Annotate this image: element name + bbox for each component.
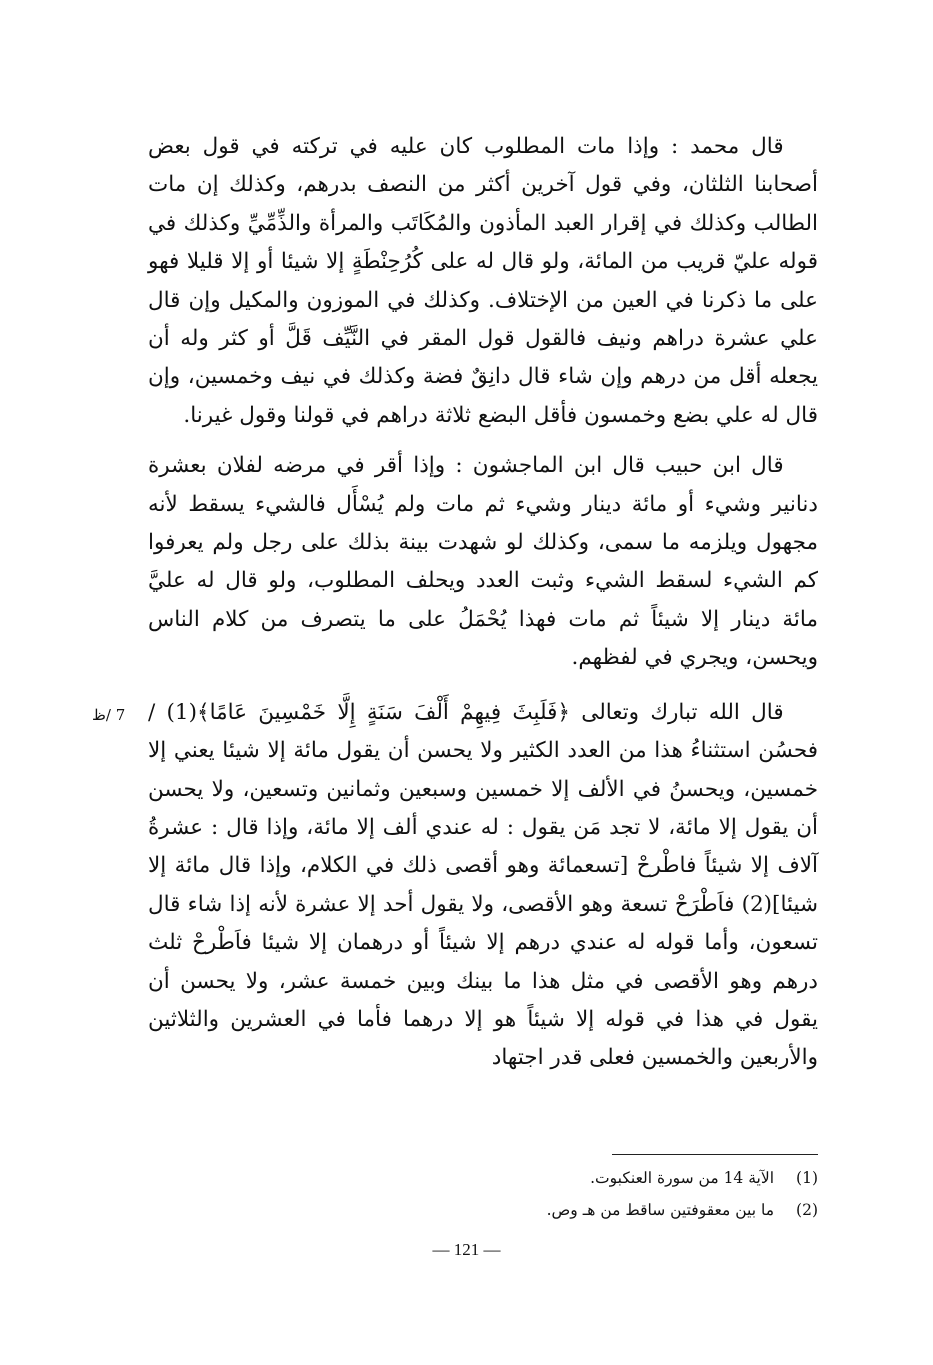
paragraph-3: قال الله تبارك وتعالى ﴿فَلَبِثَ فِيهِمْ أَلْفَ سَنَةٍ إِلَّا خَمْسِينَ عَامًا﴾(1) / فحسُن استثناءُ هذا من العدد الكثير ولا يحسن أن يقول مائة إلا شيئا يعني إلا خمسين، ويحسنُ في الألف إلا خمسين وسبعين وثمانين وتسعين، ولا يحسن أن يقول إلا مائة، لا تجد مَن يقول : له عندي ألف إلا مائة، وإذا قال : عشرةُ آلاف إلا شيئاً فاطْرحْ [تسعمائة وهو أقصى ذلك في الكلام، وإذا قال مائة إلا شيئا](2) فاَطْرَحْ تسعة وهو الأقصى، ولا يقول أحد إلا عشرة لأنه إذا شاء قال تسعون، وأما قوله له عندي درهم إلا شيئاً أو درهمان إلا شيئا فاَطْرحْ ثلث درهم وهو الأقصى في مثل هذا ما بينك وبين خمسة عشر، ولا يحسن أن يقول في هذا في قوله إلا شيئاً هو إلا درهما فأما في العشرين والثلاثين والأربعين والخمسين فعلى قدر اجتهاد <box>148 699 818 1071</box>
manuscript-folio-marker: 7 /ظ <box>92 706 126 724</box>
footnote-separator <box>612 1154 818 1155</box>
paragraph-2: قال ابن حبيب قال ابن الماجشون : وإذا أقر في مرضه لفلان بعشرة دنانير وشيء أو مائة دينار وشيء ثم مات ولم يُسْأَل فالشيء يسقط لأنه مجهول ويلزمه ما سمى، وكذلك لو شهدت بينة بذلك على رجل ولم يعرفوا كم الشيء لسقط الشيء وثبت العدد ويحلف المطلوب، ولو قال له عليَّ مائة دينار إلا شيئاً ثم مات فهذا يُحْمَلُ على ما يتصرف من كلام الناس ويحسن، ويجري في لفظهم. <box>148 453 818 671</box>
paragraph-1: قال محمد : وإذا مات المطلوب كان عليه في تركته في قول بعض أصحابنا الثلثان، وفي قول آخرين أكثر من النصف بدرهم، وكذلك إن مات الطالب وكذلك في إقرار العبد المأذون والمُكَاتَب والمرأة والذِّمِّيِّ وكذلك في قوله عليّ قريب من المائة، ولو قال له على كُرُحِنْطَةٍ إلا شيئا أو إلا قليلا فهو على ما ذكرنا في العين من الإختلاف. وكذلك في الموزون والمكيل وإن قال علي عشرة دراهم ونيف فالقول قول المقر في النَّيِّف قَلَّ أو كثر وله أن يجعله أقل من درهم وإن شاء قال دانِقٌ فضة وكذلك في نيف وخمسين، وإن قال له علي بضع وخمسون فأقل البضع ثلاثة دراهم في قولنا وقول غيرنا. <box>148 134 818 428</box>
footnotes <box>298 1162 818 1226</box>
footnote-number: (1) <box>796 1169 818 1187</box>
footnote-text: الآية 14 من سورة العنكبوت. <box>590 1169 774 1187</box>
footnote-text: ما بين معقوفتين ساقط من هـ وص. <box>546 1201 774 1219</box>
page-number: — 121 — <box>432 1240 501 1259</box>
main-text <box>148 128 818 1078</box>
footnote-2 <box>298 1194 818 1226</box>
footnote-1 <box>298 1162 818 1194</box>
footnote-number: (2) <box>796 1201 818 1219</box>
